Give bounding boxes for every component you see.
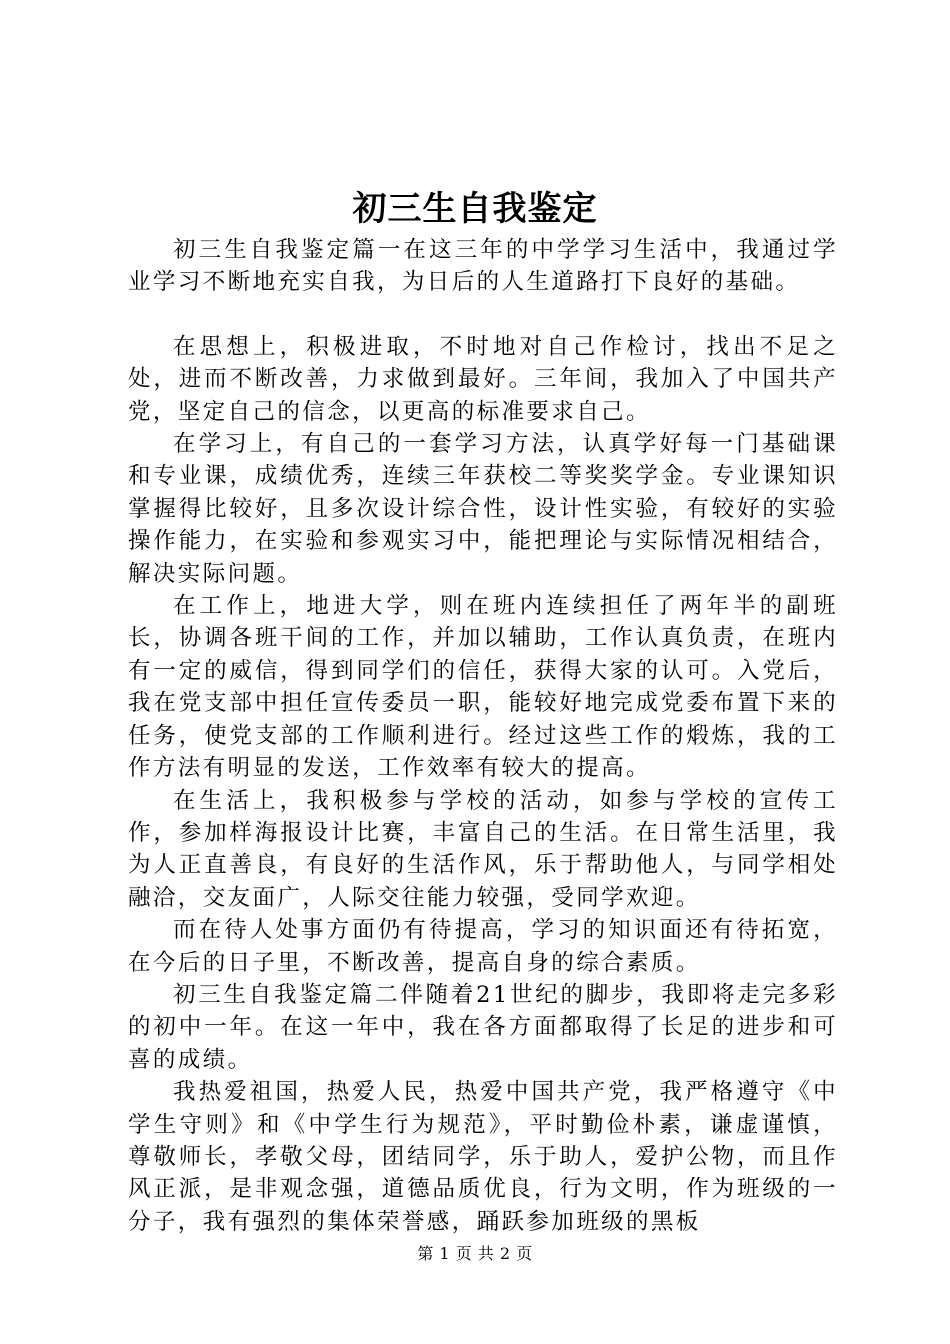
- paragraph-3: 在学习上，有自己的一套学习方法，认真学好每一门基础课和专业课，成绩优秀，连续三年获校二等奖奖学金。专业课知识掌握得比较好，且多次设计综合性，设计性实验，有较好的实验操作能力，在实验和参观实习中，能把理论与实际情况相结合，解决实际问题。: [128, 431, 838, 587]
- page-title: 初三生自我鉴定: [352, 189, 598, 229]
- paragraph-7: 初三生自我鉴定篇二伴随着21世纪的脚步，我即将走完多彩的初中一年。在这一年中，我在各方面都取得了长足的进步和可喜的成绩。: [128, 981, 838, 1073]
- paragraph-5: 在生活上，我积极参与学校的活动，如参与学校的宣传工作，参加样海报设计比赛，丰富自己的生活。在日常生活里，我为人正直善良，有良好的生活作风，乐于帮助他人，与同学相处融洽，交友面广，人际交往能力较强，受同学欢迎。: [128, 787, 838, 911]
- paragraph-2: 在思想上，积极进取，不时地对自己作检讨，找出不足之处，进而不断改善，力求做到最好。三年间，我加入了中国共产党，坚定自己的信念，以更高的标准要求自己。: [128, 333, 838, 425]
- page-number-footer: 第 1 页 共 2 页: [417, 1244, 533, 1263]
- paragraph-6: 而在待人处事方面仍有待提高，学习的知识面还有待拓宽，在今后的日子里，不断改善，提高自身的综合素质。: [128, 917, 838, 976]
- paragraph-1: 初三生自我鉴定篇一在这三年的中学学习生活中，我通过学业学习不断地充实自我，为日后的人生道路打下良好的基础。: [128, 237, 838, 296]
- document-body: [128, 234, 838, 1238]
- paragraph-8: 我热爱祖国，热爱人民，热爱中国共产党，我严格遵守《中学生守则》和《中学生行为规范》，平时勤俭朴素，谦虚谨慎，尊敬师长，孝敬父母，团结同学，乐于助人，爱护公物，而且作风正派，是非观念强，道德品质优良，行为文明，作为班级的一分子，我有强烈的集体荣誉感，踊跃参加班级的黑板: [128, 1079, 838, 1235]
- paragraph-4: 在工作上，地进大学，则在班内连续担任了两年半的副班长，协调各班干间的工作，并加以辅助，工作认真负责，在班内有一定的威信，得到同学们的信任，获得大家的认可。入党后，我在党支部中担任宣传委员一职，能较好地完成党委布置下来的任务，使党支部的工作顺利进行。经过这些工作的煅炼，我的工作方法有明显的发送，工作效率有较大的提高。: [128, 593, 838, 782]
